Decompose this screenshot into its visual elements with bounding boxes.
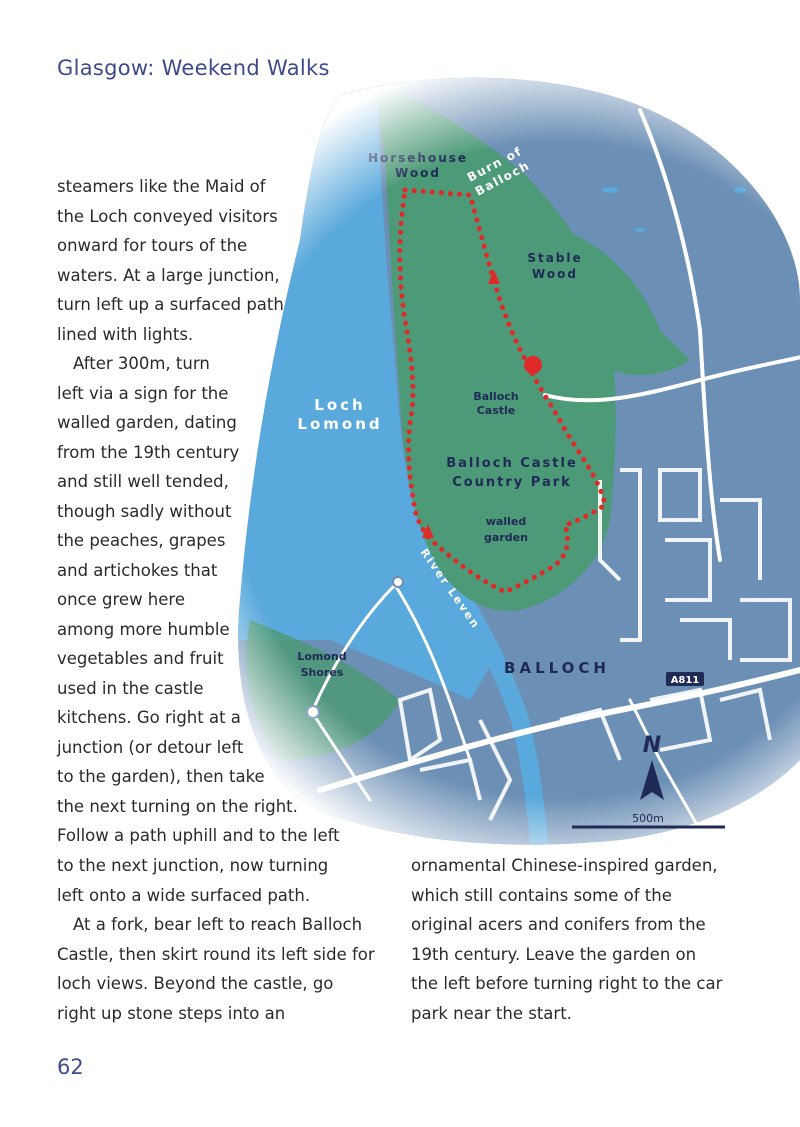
text-line bbox=[57, 172, 340, 202]
body-text-right bbox=[411, 851, 722, 1028]
text-line: though sadly without bbox=[57, 501, 232, 521]
running-head: Glasgow: Weekend Walks bbox=[57, 56, 330, 80]
text-line: which still contains some of the bbox=[411, 885, 672, 905]
text-line: Follow a path uphill and to the left bbox=[57, 826, 340, 845]
text-line: At a fork, bear left to reach Balloch bbox=[73, 915, 363, 934]
text-line: among more humble bbox=[57, 619, 230, 639]
text-line: onward for tours of the bbox=[57, 236, 248, 255]
text-line: left onto a wide surfaced path. bbox=[57, 885, 311, 905]
body-text-left-wrap bbox=[57, 172, 340, 851]
text-line: vegetables and fruit bbox=[57, 649, 224, 668]
text-line: and still well tended, bbox=[57, 472, 229, 491]
text-line: from the 19th century bbox=[57, 442, 240, 462]
text-line: the peaches, grapes bbox=[57, 531, 226, 550]
text-line: After 300m, turn bbox=[73, 354, 210, 373]
text-line: lined with lights. bbox=[57, 324, 194, 344]
text-line: original acers and conifers from the bbox=[411, 915, 706, 934]
body-text-left-bottom bbox=[57, 851, 375, 1028]
text-line: waters. At a large junction, bbox=[57, 265, 280, 285]
text-line: junction (or detour left bbox=[57, 737, 244, 757]
text-line: the next turning on the right. bbox=[57, 796, 298, 816]
text-line: turn left up a surfaced path bbox=[57, 295, 284, 314]
page-number: 62 bbox=[57, 1055, 84, 1079]
text-fragment: steamers like the Maid of bbox=[57, 177, 266, 196]
text-line: the left before turning right to the car bbox=[411, 974, 723, 993]
text-line: the Loch conveyed visitors bbox=[57, 206, 278, 226]
text-line: Castle, then skirt round its left side for bbox=[57, 944, 375, 964]
text-line: left via a sign for the bbox=[57, 383, 229, 403]
text-line: used in the castle bbox=[57, 678, 204, 698]
north-label: N bbox=[642, 733, 662, 758]
text-line: and artichokes that bbox=[57, 560, 218, 580]
text-line: to the next junction, now turning bbox=[57, 856, 329, 875]
text-line: kitchens. Go right at a bbox=[57, 708, 241, 727]
text-line: once grew here bbox=[57, 590, 185, 609]
scale-label: 500m bbox=[632, 812, 664, 825]
text-line: right up stone steps into an bbox=[57, 1003, 286, 1023]
text-line: loch views. Beyond the castle, go bbox=[57, 974, 334, 993]
text-line: 19th century. Leave the garden on bbox=[411, 944, 697, 964]
text-line: walled garden, dating bbox=[57, 413, 237, 432]
text-line: park near the start. bbox=[411, 1003, 572, 1023]
text-line: to the garden), then take bbox=[57, 767, 265, 786]
text-line: ornamental Chinese-inspired garden, bbox=[411, 856, 718, 875]
